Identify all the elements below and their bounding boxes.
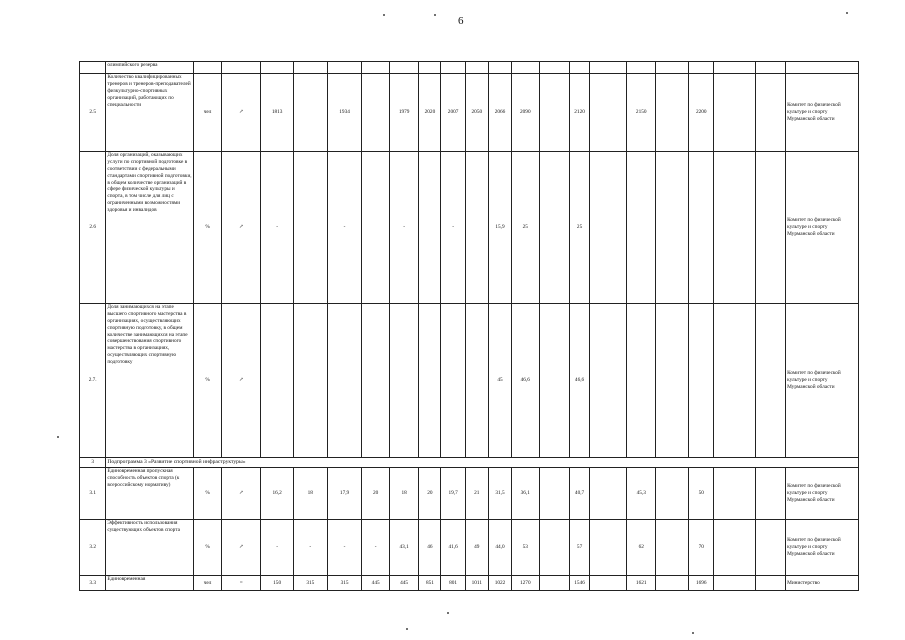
value-cell: - — [441, 152, 465, 304]
value-cell: 40,7 — [570, 468, 590, 520]
value-cell — [626, 152, 656, 304]
scan-speck — [57, 436, 59, 438]
row-number: 3.3 — [80, 576, 106, 591]
value-cell — [656, 468, 689, 520]
filler-cell — [755, 468, 786, 520]
value-cell — [293, 152, 327, 304]
value-cell: 2066 — [488, 74, 511, 152]
indicator-name: Доля занимающихся на этапе высшего спортивного мастерства в организациях, осуществляющих спортивную подготовку, в общем количестве занимающихся на этапе совершенствования спортивного мастерства в организациях, осуществляющих спортивную подготовку — [106, 304, 193, 458]
value-cell: 25 — [512, 152, 539, 304]
value-cell: - — [327, 152, 362, 304]
scan-speck — [383, 14, 385, 16]
value-cell: 16,2 — [261, 468, 294, 520]
value-cell: 45 — [488, 304, 511, 458]
value-cell: 2007 — [441, 74, 465, 152]
value-cell: 2150 — [626, 74, 656, 152]
filler-cell — [755, 576, 786, 591]
trend-cell: ↗ — [222, 468, 261, 520]
value-cell: 851 — [419, 576, 441, 591]
value-cell: 1696 — [689, 576, 714, 591]
value-cell: 1011 — [465, 576, 488, 591]
value-cell: 50 — [689, 468, 714, 520]
value-cell: 62 — [626, 520, 656, 576]
value-cell: 36,1 — [512, 468, 539, 520]
table-row — [80, 520, 859, 576]
value-cell: 1022 — [488, 576, 511, 591]
row-number: 2.7. — [80, 304, 106, 458]
value-cell — [714, 304, 755, 458]
value-cell: 2050 — [465, 74, 488, 152]
unit-cell: % — [193, 152, 221, 304]
filler-cell — [755, 152, 786, 304]
value-cell — [590, 152, 627, 304]
indicator-name: Эффективность использования существующих объектов спорта — [106, 520, 193, 576]
value-cell — [714, 74, 755, 152]
value-cell: 150 — [261, 576, 294, 591]
indicator-name-fragment: олимпийского резерва — [106, 62, 193, 74]
filler-cell — [755, 74, 786, 152]
value-cell: 1979 — [389, 74, 419, 152]
value-cell — [389, 304, 419, 458]
value-cell — [362, 152, 389, 304]
value-cell — [419, 304, 441, 458]
value-cell: 44,0 — [488, 520, 511, 576]
page-number: 6 — [458, 15, 464, 27]
value-cell: 20 — [362, 468, 389, 520]
filler-cell — [755, 520, 786, 576]
value-cell: 2120 — [570, 74, 590, 152]
value-cell: 46,6 — [512, 304, 539, 458]
value-cell — [441, 304, 465, 458]
scan-speck — [692, 632, 694, 634]
value-cell — [261, 304, 294, 458]
value-cell — [656, 576, 689, 591]
trend-cell: ↗ — [222, 74, 261, 152]
value-cell: - — [389, 152, 419, 304]
trend-cell: ↗ — [222, 520, 261, 576]
unit-cell: % — [193, 520, 221, 576]
value-cell — [465, 152, 488, 304]
value-cell: 49 — [465, 520, 488, 576]
value-cell — [539, 468, 570, 520]
value-cell: 70 — [689, 520, 714, 576]
value-cell: 18 — [389, 468, 419, 520]
value-cell: 1546 — [570, 576, 590, 591]
subprogram-row — [80, 458, 859, 468]
value-cell: 2200 — [689, 74, 714, 152]
value-cell: 1813 — [261, 74, 294, 152]
value-cell: 445 — [362, 576, 389, 591]
value-cell: 17,9 — [327, 468, 362, 520]
row-number: 3.2 — [80, 520, 106, 576]
indicator-name: Единовременная пропускная способность объектов спорта (к всероссийскому нормативу) — [106, 468, 193, 520]
value-cell: 31,5 — [488, 468, 511, 520]
unit-cell: % — [193, 304, 221, 458]
value-cell — [590, 74, 627, 152]
value-cell — [539, 520, 570, 576]
value-cell: 801 — [441, 576, 465, 591]
value-cell — [590, 468, 627, 520]
unit-cell: чел — [193, 74, 221, 152]
value-cell: 19,7 — [441, 468, 465, 520]
row-number: 2.5 — [80, 74, 106, 152]
responsible-cell: Комитет по физической культуре и спорту Мурманской области — [786, 74, 859, 152]
value-cell — [656, 304, 689, 458]
value-cell — [590, 520, 627, 576]
scan-speck — [434, 14, 436, 16]
value-cell — [539, 74, 570, 152]
value-cell: 1934 — [327, 74, 362, 152]
value-cell — [714, 468, 755, 520]
value-cell — [689, 304, 714, 458]
scan-speck — [447, 612, 449, 614]
indicator-name: Единовременная — [106, 576, 193, 591]
table-row — [80, 468, 859, 520]
value-cell: 41,6 — [441, 520, 465, 576]
value-cell: 315 — [327, 576, 362, 591]
value-cell — [465, 304, 488, 458]
indicator-name: Доля организаций, оказывающих услуги по спортивной подготовке в соответствии с федеральными стандартами спортивной подготовки, в общем количестве организаций в сфере физической культуры и спорта, в том числе для лиц с ограниченными возможностями здоровья и инвалидов — [106, 152, 193, 304]
responsible-cell: Комитет по физической культуре и спорту Мурманской области — [786, 520, 859, 576]
value-cell: 25 — [570, 152, 590, 304]
value-cell — [539, 152, 570, 304]
value-cell: 46 — [419, 520, 441, 576]
value-cell — [626, 304, 656, 458]
scan-speck — [406, 628, 408, 630]
value-cell — [590, 576, 627, 591]
row-number: 3.1 — [80, 468, 106, 520]
table-row-continuation — [80, 62, 859, 74]
value-cell — [539, 576, 570, 591]
value-cell — [293, 304, 327, 458]
responsible-cell: Комитет по физической культуре и спорту Мурманской области — [786, 468, 859, 520]
value-cell: 21 — [465, 468, 488, 520]
row-number: 2.6 — [80, 152, 106, 304]
value-cell: 15,9 — [488, 152, 511, 304]
value-cell — [362, 74, 389, 152]
value-cell — [689, 152, 714, 304]
value-cell — [656, 74, 689, 152]
value-cell: 2090 — [512, 74, 539, 152]
responsible-cell: Комитет по физической культуре и спорту Мурманской области — [786, 304, 859, 458]
value-cell — [656, 152, 689, 304]
value-cell — [714, 520, 755, 576]
trend-cell: ↗ — [222, 152, 261, 304]
value-cell: 20 — [419, 468, 441, 520]
value-cell: 1621 — [626, 576, 656, 591]
unit-cell: чел — [193, 576, 221, 591]
value-cell — [327, 304, 362, 458]
trend-cell: = — [222, 576, 261, 591]
trend-cell: ↗ — [222, 304, 261, 458]
value-cell — [362, 304, 389, 458]
unit-cell: % — [193, 468, 221, 520]
value-cell: 46,6 — [570, 304, 590, 458]
subprogram-title: Подпрограмма 3 «Развитие спортивной инфраструктуры» — [106, 458, 859, 468]
value-cell: 315 — [293, 576, 327, 591]
value-cell — [419, 152, 441, 304]
value-cell: - — [362, 520, 389, 576]
value-cell — [656, 520, 689, 576]
value-cell — [539, 304, 570, 458]
table-row — [80, 74, 859, 152]
value-cell: 43,1 — [389, 520, 419, 576]
value-cell: - — [293, 520, 327, 576]
subprogram-number: 3 — [80, 458, 106, 468]
value-cell: - — [261, 520, 294, 576]
value-cell: - — [327, 520, 362, 576]
value-cell: 1270 — [512, 576, 539, 591]
table-row — [80, 576, 859, 591]
value-cell: 45,3 — [626, 468, 656, 520]
table-row — [80, 304, 859, 458]
value-cell: - — [261, 152, 294, 304]
value-cell — [714, 576, 755, 591]
indicators-table — [79, 61, 859, 591]
scan-speck — [846, 12, 848, 14]
table-row — [80, 152, 859, 304]
value-cell: 2020 — [419, 74, 441, 152]
filler-cell — [755, 304, 786, 458]
value-cell — [714, 152, 755, 304]
value-cell: 445 — [389, 576, 419, 591]
responsible-cell: Министерство — [786, 576, 859, 591]
value-cell: 57 — [570, 520, 590, 576]
indicator-name: Количество квалифицированных тренеров и тренеров-преподавателей физкультурно-спортивных организаций, работающих по специальности — [106, 74, 193, 152]
value-cell — [293, 74, 327, 152]
value-cell: 18 — [293, 468, 327, 520]
value-cell: 53 — [512, 520, 539, 576]
responsible-cell: Комитет по физической культуре и спорту Мурманской области — [786, 152, 859, 304]
value-cell — [590, 304, 627, 458]
